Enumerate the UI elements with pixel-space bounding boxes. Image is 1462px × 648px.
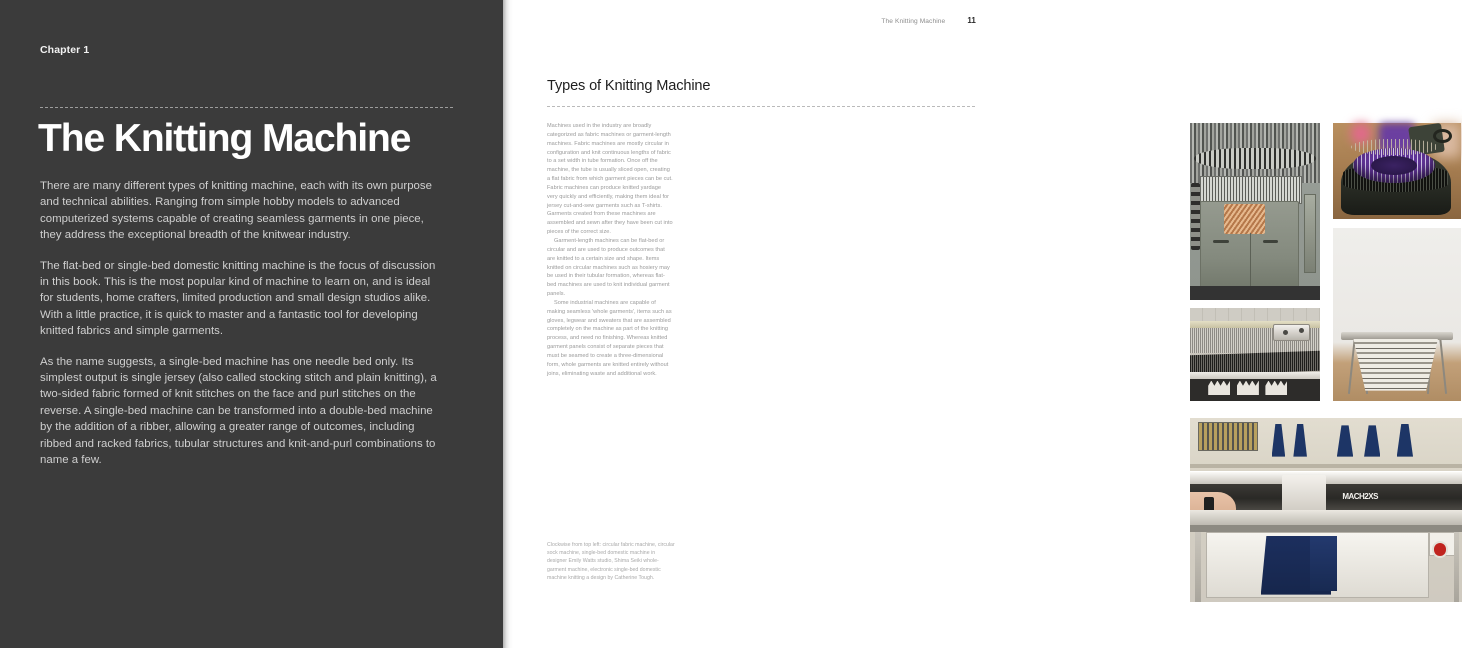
right-page bbox=[503, 0, 1378, 648]
page-title: The Knitting Machine bbox=[38, 117, 411, 160]
left-body-text bbox=[40, 178, 440, 469]
chapter-label: Chapter 1 bbox=[40, 44, 90, 56]
section-title: Types of Knitting Machine bbox=[547, 78, 711, 94]
photo-circular-sock-machine bbox=[1333, 123, 1461, 219]
column-paragraph-1: Machines used in the industry are broadly categorized as fabric machines or garment-length machines. Fabric machines are mostly circular in configuration and knit continuous lengths of fabric to a set width in tube formation. Once off the machine, the tube is usually sliced open, creating a flat fabric from which garment pieces can be cut. Fabric machines can produce knitted yardage very quickly and efficiently, making them ideal for jersey cut-and-sew garments such as T-shirts. Garments created from these machines are assembled and sewn after they have been cut into pieces of the correct size. bbox=[547, 123, 673, 236]
shima-model-label: MACH2XS bbox=[1342, 491, 1378, 501]
photo-caption: Clockwise from top left: circular fabric machine, circular sock machine, single-bed domestic machine in designer Emily Watts studio, Shima Seiki whole-garment machine, electronic single-bed domestic machine knitting a design by Catherine Tough. bbox=[547, 542, 675, 581]
running-head-title: The Knitting Machine bbox=[881, 18, 946, 25]
photo-shima-seiki-machine bbox=[1190, 418, 1462, 602]
light-divider-rule bbox=[547, 106, 976, 107]
right-body-column bbox=[547, 122, 673, 378]
page-number: 11 bbox=[967, 16, 976, 25]
column-paragraph-3: Some industrial machines are capable of making seamless 'whole garments', items such as gloves, legwear and sweaters that are assembled completely on the machine as part of the knitting process, and need no finishing. Whereas knitted garment panels consist of separate pieces that must be seamed to create a three-dimensional form, whole garments are knitted entirely without joins, eliminating waste and additional work. bbox=[547, 299, 672, 377]
photo-circular-fabric-machine bbox=[1190, 123, 1320, 300]
running-head bbox=[881, 16, 976, 25]
dark-divider-rule bbox=[40, 107, 455, 108]
photo-flat-bed-needle-bed bbox=[1190, 308, 1320, 401]
left-paragraph-3: As the name suggests, a single-bed machine has one needle bed only. Its simplest output is single jersey (also called stocking stitch and plain knitting), a two-sided fabric formed of knit stitches on the face and purl stitches on the reverse. A single-bed machine can be transformed into a double-bed machine by the addition of a ribber, allowing a greater range of outcomes, including ribbed and racked fabrics, tubular structures and knit-and-purl combinations to name a few. bbox=[40, 355, 437, 467]
left-paragraph-1: There are many different types of knitting machine, each with its own purpose and technical abilities. Ranging from simple hobby models to advanced computerized systems capable of creating seamless garments in one piece, they address the exceptional breadth of the knitwear industry. bbox=[40, 180, 432, 242]
left-page bbox=[0, 0, 503, 648]
left-paragraph-2: The flat-bed or single-bed domestic knitting machine is the focus of discussion in this book. This is the most popular kind of machine to learn on, and is ideal for students, home crafters, limited production and small design studios alike. With a little practice, it is quick to master and a fantastic tool for developing knitted fabrics and simple garments. bbox=[40, 259, 436, 338]
photo-studio-domestic-machine bbox=[1333, 228, 1461, 401]
column-paragraph-2: Garment-length machines can be flat-bed or circular and are used to produce outcomes that are knitted to a certain size and shape. Items knitted on circular machines such as hosiery may be used in their tubular formation, whereas flat-bed machines are used to knit individual garment panels. bbox=[547, 237, 670, 298]
